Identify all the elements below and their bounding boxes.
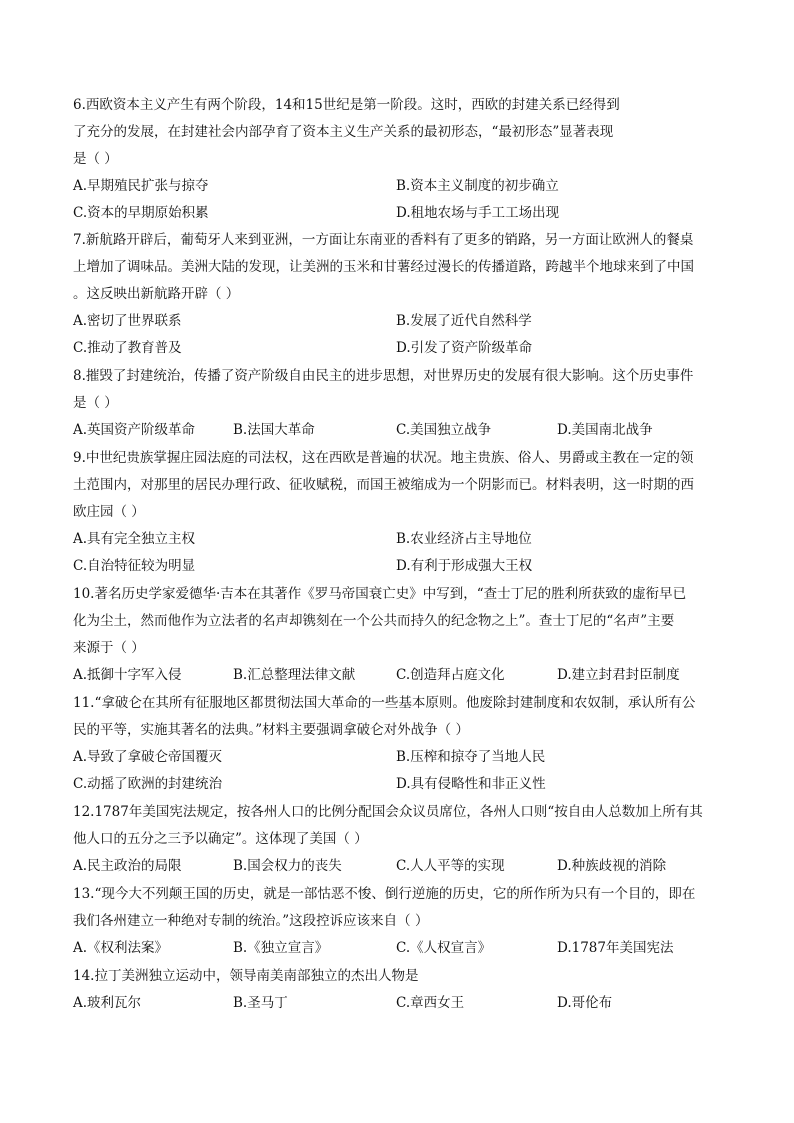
option-row (73, 308, 723, 335)
option-a[interactable]: A.密切了世界联系 (73, 313, 182, 329)
option-d[interactable]: D.种族歧视的消除 (557, 858, 667, 874)
option-a[interactable]: A.民主政治的局限 (73, 858, 182, 874)
option-b[interactable]: B.汇总整理法律文献 (233, 667, 356, 683)
option-c[interactable]: C.人人平等的实现 (396, 858, 505, 874)
option-a[interactable]: A.导致了拿破仑帝国覆灭 (73, 749, 223, 765)
question-text-line: 9.中世纪贵族掌握庄园法庭的司法权，这在西欧是普遍的状况。地主贵族、俗人、男爵或主教在一定的领 (73, 450, 694, 466)
option-d[interactable]: D.有利于形成强大王权 (396, 558, 533, 574)
option-c[interactable]: C.《人权宣言》 (396, 940, 492, 956)
question-text-line: 14.拉丁美洲独立运动中，领导南美南部独立的杰出人物是 (73, 968, 419, 984)
question-text-line: 是（ ） (73, 395, 118, 411)
question-text-line: 是（ ） (73, 151, 118, 167)
option-d[interactable]: D.美国南北战争 (557, 422, 653, 438)
option-c[interactable]: C.推动了教育普及 (73, 340, 182, 356)
option-b[interactable]: B.资本主义制度的初步确立 (396, 178, 559, 194)
question-text-line: 8.摧毁了封建统治，传播了资产阶级自由民主的进步思想，对世界历史的发展有很大影响。这个历史事件 (73, 368, 694, 384)
option-row (73, 853, 723, 880)
option-b[interactable]: B.法国大革命 (233, 422, 315, 438)
option-b[interactable]: B.压榨和掠夺了当地人民 (396, 749, 546, 765)
question-12 (73, 799, 723, 880)
option-a[interactable]: A.具有完全独立主权 (73, 531, 196, 547)
option-row (73, 553, 723, 580)
option-c[interactable]: C.创造拜占庭文化 (396, 667, 505, 683)
question-text-line: 欧庄园（ ） (73, 504, 145, 520)
option-row (73, 935, 723, 962)
option-c[interactable]: C.动摇了欧洲的封建统治 (73, 776, 223, 792)
question-text-line: 6.西欧资本主义产生有两个阶段，14和15世纪是第一阶段。这时，西欧的封建关系已经得到 (73, 97, 620, 113)
option-a[interactable]: A.抵御十字军入侵 (73, 667, 182, 683)
option-a[interactable]: A.英国资产阶级革命 (73, 422, 196, 438)
question-text-line: 来源于（ ） (73, 640, 145, 656)
option-d[interactable]: D.建立封君封臣制度 (557, 667, 680, 683)
option-row (73, 990, 723, 1017)
option-a[interactable]: A.《权利法案》 (73, 940, 169, 956)
question-text-line: 。这反映出新航路开辟（ ） (73, 286, 240, 302)
question-text-line: 7.新航路开辟后，葡萄牙人来到亚洲，一方面让东南亚的香料有了更多的销路，另一方面让欧洲人的餐桌 (73, 232, 694, 248)
question-text-line: 他人口的五分之三予以确定”。这体现了美国（ ） (73, 831, 368, 847)
question-8 (73, 363, 723, 444)
option-b[interactable]: B.圣马丁 (233, 995, 288, 1011)
option-row (73, 417, 723, 444)
question-11 (73, 690, 723, 798)
option-row (73, 526, 723, 553)
question-text-line: 民的平等，实施其著名的法典。”材料主要强调拿破仑对外战争（ ） (73, 722, 469, 738)
option-c[interactable]: C.章西女王 (396, 995, 465, 1011)
question-7 (73, 227, 723, 362)
option-d[interactable]: D.租地农场与手工工场出现 (396, 205, 560, 221)
option-c[interactable]: C.资本的早期原始积累 (73, 205, 209, 221)
option-a[interactable]: A.玻利瓦尔 (73, 995, 142, 1011)
question-text-line: 11.“拿破仑在其所有征服地区都贯彻法国大革命的一些基本原则。他废除封建制度和农奴制，承认所有公 (73, 695, 696, 711)
option-d[interactable]: D.具有侵略性和非正义性 (396, 776, 546, 792)
question-9 (73, 445, 723, 580)
option-b[interactable]: B.《独立宣言》 (233, 940, 329, 956)
option-b[interactable]: B.发展了近代自然科学 (396, 313, 532, 329)
option-a[interactable]: A.早期殖民扩张与掠夺 (73, 178, 209, 194)
option-c[interactable]: C.美国独立战争 (396, 422, 492, 438)
option-row (73, 771, 723, 798)
option-row (73, 662, 723, 689)
question-text-line: 化为尘土，然而他作为立法者的名声却镌刻在一个公共而持久的纪念物之上”。查士丁尼的“名声”主要 (73, 613, 675, 629)
question-text-line: 13.“现今大不列颠王国的历史，就是一部怙恶不悛、倒行逆施的历史，它的所作所为只有一个目的，即在 (73, 886, 696, 902)
option-b[interactable]: B.农业经济占主导地位 (396, 531, 532, 547)
question-14 (73, 963, 723, 1017)
option-c[interactable]: C.自治特征较为明显 (73, 558, 196, 574)
question-text-line: 12.1787年美国宪法规定，按各州人口的比例分配国会众议员席位，各州人口则“按自由人总数加上所有其 (73, 804, 703, 820)
question-text-line: 土范围内，对那里的居民办理行政、征收赋税，而国王被缩成为一个阴影而已。材料表明，这一时期的西 (73, 477, 694, 493)
option-d[interactable]: D.1787年美国宪法 (557, 940, 674, 956)
question-text-line: 我们各州建立一种绝对专制的统治。”这段控诉应该来自（ ） (73, 913, 429, 929)
question-13 (73, 881, 723, 962)
question-6 (73, 92, 723, 227)
option-d[interactable]: D.引发了资产阶级革命 (396, 340, 533, 356)
option-row (73, 173, 723, 200)
question-text-line: 10.著名历史学家爱德华·吉本在其著作《罗马帝国衰亡史》中写到，“查士丁尼的胜利所获致的虚衔早已 (73, 586, 687, 602)
option-row (73, 744, 723, 771)
question-text-line: 上增加了调味品。美洲大陆的发现，让美洲的玉米和甘薯经过漫长的传播道路，跨越半个地球来到了中国 (73, 259, 694, 275)
question-text-line: 了充分的发展，在封建社会内部孕育了资本主义生产关系的最初形态，“最初形态”显著表现 (73, 124, 614, 140)
option-d[interactable]: D.哥伦布 (557, 995, 613, 1011)
option-b[interactable]: B.国会权力的丧失 (233, 858, 342, 874)
question-10 (73, 581, 723, 689)
option-row (73, 200, 723, 227)
option-row (73, 335, 723, 362)
